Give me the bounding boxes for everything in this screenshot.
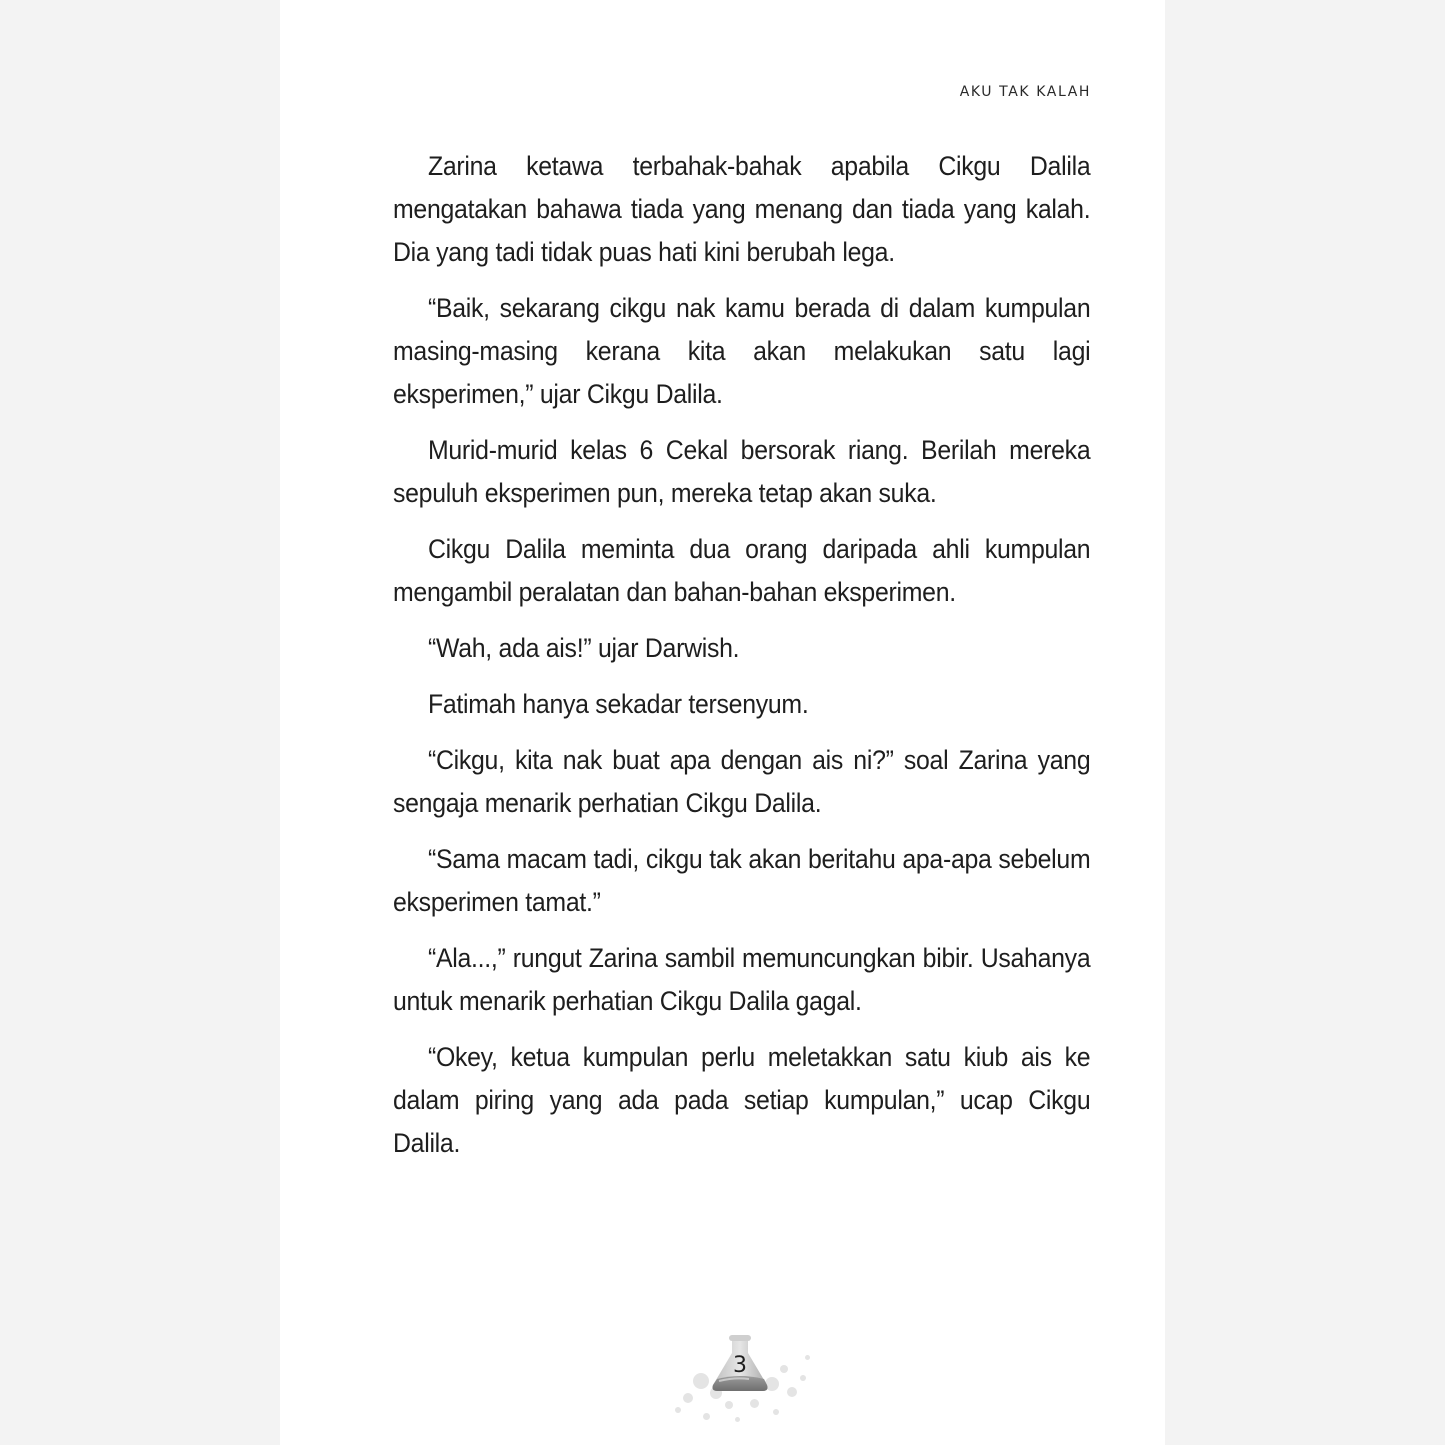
paragraph: “Okey, ketua kumpulan perlu meletakkan satu kiub ais ke dalam piring yang ada pada setiap kumpulan,” ucap Cikgu Dalila. xyxy=(393,1042,1091,1158)
paragraph: “Sama macam tadi, cikgu tak akan beritahu apa-apa sebelum eksperimen tamat.” xyxy=(393,844,1091,917)
book-page xyxy=(280,0,1165,1445)
body-text xyxy=(393,145,1091,1178)
running-header: AKU TAK KALAH xyxy=(959,84,1091,100)
paragraph: Murid-murid kelas 6 Cekal bersorak riang. Berilah mereka sepuluh eksperimen pun, mereka tetap akan suka. xyxy=(393,435,1091,508)
page-footer xyxy=(665,1325,815,1435)
paragraph: Cikgu Dalila meminta dua orang daripada ahli kumpulan mengambil peralatan dan bahan-bahan eksperimen. xyxy=(393,534,1091,607)
paragraph: Fatimah hanya sekadar tersenyum. xyxy=(427,689,809,719)
paragraph: “Ala...,” rungut Zarina sambil memuncungkan bibir. Usahanya untuk menarik perhatian Cikgu Dalila gagal. xyxy=(393,943,1091,1016)
page-number: 3 xyxy=(733,1353,747,1378)
paragraph: “Cikgu, kita nak buat apa dengan ais ni?” soal Zarina yang sengaja menarik perhatian Cikgu Dalila. xyxy=(393,745,1091,818)
paragraph: Zarina ketawa terbahak-bahak apabila Cikgu Dalila mengatakan bahawa tiada yang menang dan tiada yang kalah. Dia yang tadi tidak puas hati kini berubah lega. xyxy=(393,151,1091,267)
paragraph: “Baik, sekarang cikgu nak kamu berada di dalam kumpulan masing-masing kerana kita akan melakukan satu lagi eksperimen,” ujar Cikgu Dalila. xyxy=(393,293,1091,409)
paragraph: “Wah, ada ais!” ujar Darwish. xyxy=(427,633,740,663)
